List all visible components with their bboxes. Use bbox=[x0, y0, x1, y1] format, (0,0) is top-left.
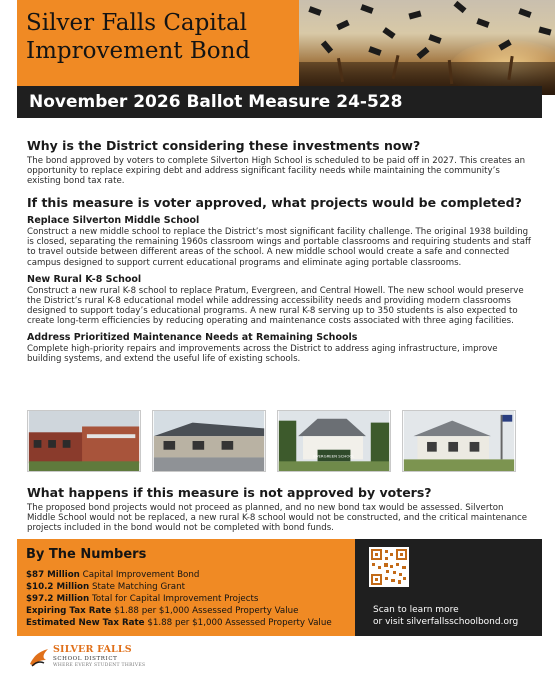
number-label: State Matching Grant bbox=[91, 582, 185, 592]
qr-panel bbox=[355, 539, 542, 636]
project-title: New Rural K-8 School bbox=[27, 273, 142, 285]
number-row bbox=[26, 606, 298, 616]
main-content bbox=[27, 138, 532, 364]
number-value: Estimated New Tax Rate bbox=[26, 618, 145, 628]
school-photo bbox=[277, 410, 391, 472]
school-sign: EVERGREEN SCHOOL bbox=[313, 453, 355, 459]
number-value: $97.2 Million bbox=[26, 594, 90, 604]
logo-tagline: WHERE EVERY STUDENT THRIVES bbox=[53, 663, 146, 668]
page-title bbox=[26, 9, 296, 65]
why-heading: Why is the District considering these investments now? bbox=[27, 138, 421, 153]
project-title: Replace Silverton Middle School bbox=[27, 215, 200, 227]
not-approved-section bbox=[27, 485, 532, 533]
qr-code-icon[interactable] bbox=[369, 547, 409, 587]
number-label: $1.88 per $1,000 Assessed Property Value bbox=[114, 606, 299, 616]
number-label: $1.88 per $1,000 Assessed Property Value bbox=[147, 618, 332, 628]
ballot-measure-title: November 2026 Ballot Measure 24-528 bbox=[29, 92, 403, 112]
project-body: Construct a new middle school to replace the District’s most significant facility challenge. The original 1938 building is closed, separating the remaining 1960s classroom wings and portable classrooms and requiring students and staff to travel outside between different areas of the school. A new middle school would create a safe and connected campus designed to support current educational programs and eliminate aging portable classrooms. bbox=[27, 227, 531, 268]
number-row bbox=[26, 594, 258, 604]
school-photo bbox=[152, 410, 266, 472]
logo-subtitle: SCHOOL DISTRICT bbox=[53, 656, 118, 662]
school-photo bbox=[27, 410, 141, 472]
number-label: Total for Capital Improvement Projects bbox=[91, 594, 259, 604]
qr-caption: Scan to learn more bbox=[373, 605, 459, 615]
header bbox=[0, 0, 555, 95]
title-box bbox=[17, 0, 299, 86]
projects-heading: If this measure is voter approved, what projects would be completed? bbox=[27, 195, 522, 211]
number-value: $10.2 Million bbox=[26, 582, 90, 592]
why-body: The bond approved by voters to complete Silverton High School is scheduled to be paid off in 2027. This creates an opportunity to replace expiring debt and address significant facility needs while maintaining the community’s existing bond tax rate. bbox=[27, 156, 526, 187]
school-photo bbox=[402, 410, 516, 472]
project-body: Construct a new rural K-8 school to replace Pratum, Evergreen, and Central Howell. The new school would preserve the District’s rural K-8 educational model while addressing accessibility needs and providing modern classrooms designed to support today’s educational programs. A new rural K-8 serving up to 350 students is also expected to create long-term efficiencies by reducing operating and maintenance costs associated with three aging facilities. bbox=[27, 285, 524, 326]
not-approved-body: The proposed bond projects would not proceed as planned, and no new bond tax would be assessed. Silverton Middle School would not be replaced, a new rural K-8 school would not be constructed, and the critical maintenance projects included in the bond would not be completed with bond funds. bbox=[27, 503, 528, 534]
number-label: Capital Improvement Bond bbox=[82, 570, 200, 580]
number-row bbox=[26, 618, 332, 628]
not-approved-heading: What happens if this measure is not approved by voters? bbox=[27, 485, 432, 500]
phoenix-icon bbox=[28, 646, 50, 668]
logo-name: SILVER FALLS bbox=[53, 644, 132, 655]
number-value: Expiring Tax Rate bbox=[26, 606, 112, 616]
number-row bbox=[26, 570, 199, 580]
number-row bbox=[26, 582, 185, 592]
ballot-bar bbox=[17, 86, 542, 118]
qr-website[interactable]: or visit silverfallsschoolbond.org bbox=[373, 617, 519, 627]
number-value: $87 Million bbox=[26, 570, 80, 580]
numbers-title: By The Numbers bbox=[26, 547, 147, 562]
title-line-2: Improvement Bond bbox=[26, 38, 251, 64]
graduation-photo bbox=[299, 0, 555, 95]
project-body: Complete high-priority repairs and improvements across the District to address aging infrastructure, improve building systems, and extend the useful life of existing schools. bbox=[27, 344, 498, 365]
project-title: Address Prioritized Maintenance Needs at Remaining Schools bbox=[27, 332, 358, 344]
title-line-1: Silver Falls Capital bbox=[26, 10, 248, 36]
